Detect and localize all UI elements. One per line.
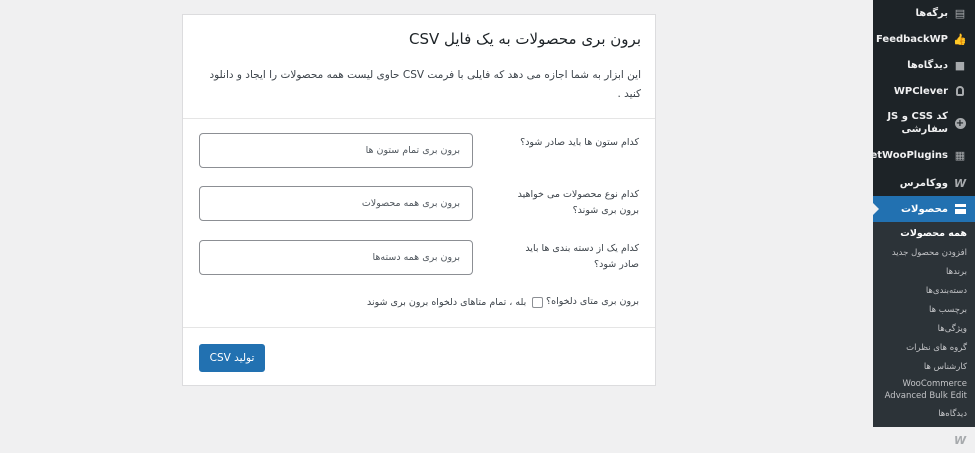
submenu-review-groups[interactable]: گروه های نظرات: [906, 342, 967, 353]
woo-icon: W: [953, 433, 967, 447]
submenu-attributes[interactable]: ویژگی‌ها: [937, 323, 967, 334]
menu-item-persian-woocommerce[interactable]: W ووکامرس فارسی: [899, 429, 967, 451]
custom-meta-checkbox-text: بله ، تمام متاهای دلخواه برون بری شوند: [367, 297, 527, 308]
categories-select[interactable]: [199, 240, 473, 275]
categories-label: کدام یک از دسته بندی ها باید صادر شود؟: [525, 243, 639, 270]
menu-item-custom-css-js[interactable]: + کد CSS و JS سفارشی: [873, 104, 975, 142]
export-panel: [182, 14, 656, 386]
divider: [183, 118, 655, 119]
submenu-reviews[interactable]: دیدگاه‌ها: [938, 408, 967, 419]
comment-icon: ■: [954, 58, 966, 72]
product-types-select[interactable]: [199, 186, 473, 221]
panel-description: این ابزار به شما اجازه می دهد که فایلی با فرمت CSV حاوی لیست همه محصولات را ایجاد و دانلود کنید .: [209, 69, 641, 100]
menu-item-woocommerce[interactable]: W ووکامرس: [899, 176, 967, 190]
thumbs-up-icon: 👍: [953, 32, 967, 46]
columns-select[interactable]: [199, 133, 473, 168]
archive-box-icon: [953, 202, 967, 216]
columns-label: کدام ستون ها باید صادر شود؟: [520, 137, 639, 148]
generate-csv-button[interactable]: تولید CSV: [199, 344, 265, 372]
menu-item-wpclever[interactable]: WPClever: [873, 78, 975, 104]
submenu-tags[interactable]: برچسب ها: [928, 304, 967, 315]
menu-item-products[interactable]: محصولات: [873, 196, 975, 222]
page-title: برون بری محصولات به یک فایل CSV: [408, 30, 641, 48]
pages-icon: ▤: [954, 6, 966, 20]
custom-meta-label: برون بری متای دلخواه؟: [546, 296, 639, 307]
product-types-label: کدام نوع محصولات می خواهید برون بری شوند؟: [517, 189, 639, 216]
menu-item-feedbackwp[interactable]: 👍 FeedbackWP: [876, 32, 967, 46]
grid-icon: ▦: [954, 148, 966, 162]
columns-placeholder: برون بری تمام ستون ها: [365, 145, 460, 156]
categories-placeholder: برون بری همه دسته‌ها: [372, 252, 460, 263]
custom-meta-option[interactable]: [367, 297, 543, 308]
menu-item-comments[interactable]: ■ دیدگاه‌ها: [907, 58, 966, 72]
product-types-placeholder: برون بری همه محصولات: [361, 198, 460, 209]
divider: [183, 327, 655, 328]
custom-meta-checkbox[interactable]: [532, 297, 543, 308]
menu-item-pages[interactable]: ▤ برگه‌ها: [915, 6, 966, 20]
plus-circle-icon: +: [955, 117, 965, 129]
submenu-all-products[interactable]: همه محصولات: [900, 228, 967, 239]
submenu-bulk-edit[interactable]: WooCommerce Advanced Bulk Edit: [884, 379, 967, 401]
submenu-add-new[interactable]: افزودن محصول جدید: [891, 247, 967, 258]
submenu-brands[interactable]: برندها: [946, 266, 967, 277]
menu-item-getwooplugins[interactable]: ▦ GetWooPlugins: [862, 148, 966, 162]
admin-sidebar: [862, 0, 975, 451]
woo-icon: W: [953, 176, 967, 190]
submenu-experts[interactable]: کارشناس ها: [923, 361, 967, 372]
products-submenu: [873, 222, 975, 427]
submenu-categories[interactable]: دسته‌بندی‌ها: [925, 285, 967, 296]
lightbulb-icon: [953, 84, 967, 98]
